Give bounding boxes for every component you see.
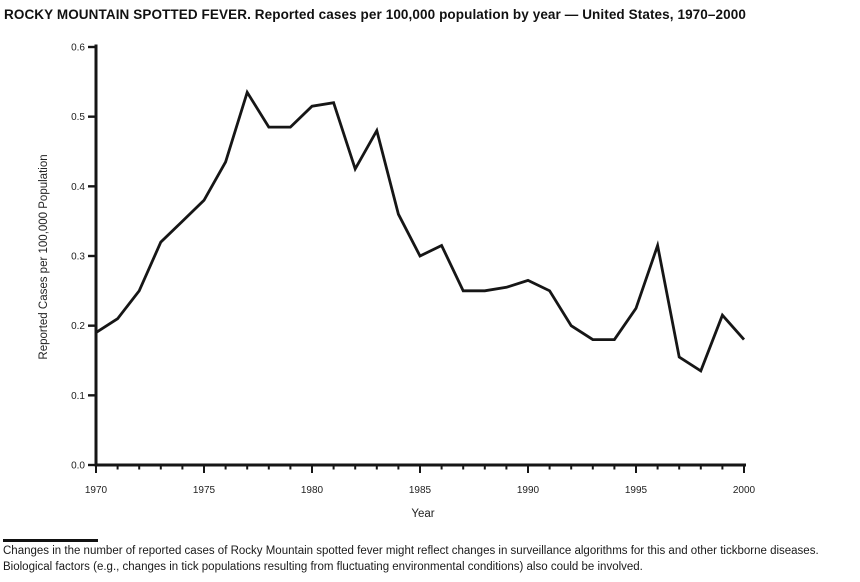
- y-tick-label: 0.4: [71, 181, 85, 193]
- footnote-text: Changes in the number of reported cases of Rocky Mountain spotted fever might reflect changes in surveillance algorithms for this and other tickborne diseases. Biological factors (e.g., changes in tick populations resulting from fluctuating environmental conditions) also could be involved.: [3, 545, 819, 573]
- x-tick-label: 2000: [732, 485, 756, 496]
- y-tick-label: 0.2: [71, 321, 85, 333]
- x-tick-label: 1995: [624, 485, 648, 496]
- x-tick-label: 1975: [192, 485, 216, 496]
- y-tick-label: 0.5: [71, 112, 85, 124]
- x-tick-label: 1970: [84, 485, 108, 496]
- x-tick-label: 1990: [516, 485, 540, 496]
- y-tick-label: 0.6: [71, 42, 85, 54]
- x-tick-label: 1980: [300, 485, 324, 496]
- chart-title: ROCKY MOUNTAIN SPOTTED FEVER. Reported cases per 100,000 population by year — United States, 1970–2000: [4, 7, 746, 22]
- y-axis-title: Reported Cases per 100,000 Population: [38, 154, 50, 360]
- footnote-rule: [3, 539, 98, 542]
- y-tick-label: 0.1: [71, 390, 85, 402]
- y-tick-label: 0.0: [71, 460, 85, 472]
- data-line: [96, 92, 744, 371]
- y-tick-label: 0.3: [71, 251, 85, 263]
- x-tick-label: 1985: [408, 485, 432, 496]
- x-axis-title: Year: [411, 508, 435, 520]
